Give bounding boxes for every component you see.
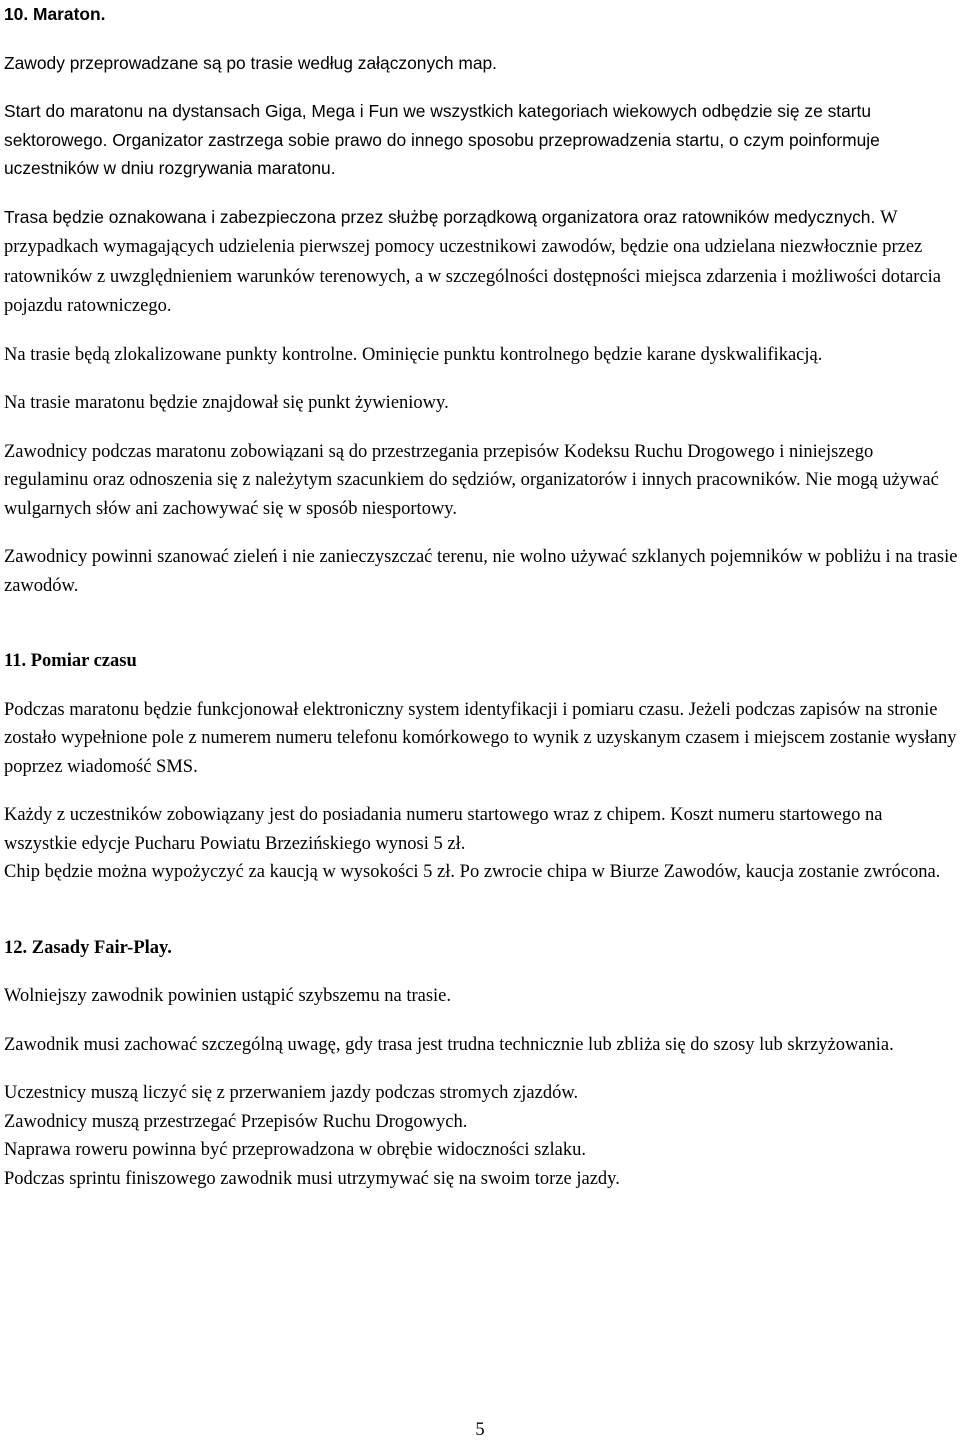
paragraph: Na trasie będą zlokalizowane punkty kontrolne. Ominięcie punktu kontrolnego będzie karane dyskwalifikacją. bbox=[4, 344, 823, 365]
paragraph: Start do maratonu na dystansach Giga, Mega i Fun we wszystkich kategoriach wiekowych odbędzie się ze startu sektorowego. Organizator zastrzega sobie prawo do innego sposobu przeprowadzenia startu, o czym poinformuje uczestników w dniu rozgrywania maratonu. bbox=[4, 101, 880, 178]
paragraph: Zawodnicy powinni szanować zieleń i nie zanieczyszczać terenu, nie wolno używać szklanych pojemników w pobliżu i na trasie zawodów. bbox=[4, 547, 958, 596]
paragraph: Na trasie maratonu będzie znajdował się punkt żywieniowy. bbox=[4, 393, 449, 413]
section-fair-play bbox=[4, 934, 958, 1194]
paragraph: Podczas sprintu finiszowego zawodnik musi utrzymywać się na swoim torze jazdy. bbox=[4, 1168, 620, 1189]
paragraph: Zawodnik musi zachować szczególną uwagę, gdy trasa jest trudna technicznie lub zbliża się do szosy lub skrzyżowania. bbox=[4, 1034, 894, 1055]
paragraph: Zawodnicy muszą przestrzegać Przepisów Ruchu Drogowych. bbox=[4, 1111, 468, 1132]
paragraph: Każdy z uczestników zobowiązany jest do posiadania numeru startowego wraz z chipem. Koszt numeru startowego na wszystkie edycje Pucharu Powiatu Brzezińskiego wynosi 5 zł. bbox=[4, 805, 883, 854]
paragraph: Zawodnicy podczas maratonu zobowiązani są do przestrzegania przepisów Kodeksu Ruchu Drogowego i niniejszego regulaminu oraz odnoszenia się z należytym szacunkiem do sędziów, organizatorów i innych pracowników. Nie mogą używać wulgarnych słów ani zachowywać się w sposób niesportowy. bbox=[4, 441, 939, 519]
paragraph: Chip będzie można wypożyczyć za kaucją w wysokości 5 zł. Po zwrocie chipa w Biurze Zawodów, kaucja zostanie zwrócona. bbox=[4, 862, 941, 882]
paragraph: Wolniejszy zawodnik powinien ustąpić szybszemu na trasie. bbox=[4, 986, 452, 1006]
paragraph: Zawody przeprowadzane są po trasie według załączonych map. bbox=[4, 52, 498, 73]
section-heading: 10. Maraton. bbox=[4, 4, 106, 24]
section-heading: 11. Pomiar czasu bbox=[4, 651, 137, 671]
paragraph: Uczestnicy muszą liczyć się z przerwaniem jazdy podczas stromych zjazdów. bbox=[4, 1083, 579, 1103]
page-number: 5 bbox=[475, 1420, 485, 1440]
paragraph bbox=[4, 203, 958, 321]
paragraph: Podczas maratonu będzie funkcjonował elektroniczny system identyfikacji i pomiaru czasu. Jeżeli podczas zapisów na stronie zostało wypełnione pole z numerem numeru telefonu komórkowego to wynik z uzyskanym czasem i miejscem zostanie wysłany poprzez wiadomość SMS. bbox=[4, 699, 957, 777]
section-heading: 12. Zasady Fair-Play. bbox=[4, 937, 172, 958]
section-maraton bbox=[4, 0, 958, 600]
section-pomiar-czasu bbox=[4, 647, 958, 887]
document-page bbox=[4, 0, 958, 1193]
paragraph-sentence: Trasa będzie oznakowana i zabezpieczona przez służbę porządkową organizatora oraz ratowników medycznych. bbox=[4, 206, 876, 227]
paragraph: Naprawa roweru powinna być przeprowadzona w obrębie widoczności szlaku. bbox=[4, 1140, 587, 1160]
paragraph-sentence: W przypadkach wymagających udzielenia pierwszej pomocy uczestnikowi zawodów, będzie ona udzielana niezwłocznie przez ratowników z uwzględnieniem warunków terenowych, a w szczególności dostępności miejsca zdarzenia i możliwości dotarcia pojazdu ratowniczego. bbox=[4, 207, 942, 316]
